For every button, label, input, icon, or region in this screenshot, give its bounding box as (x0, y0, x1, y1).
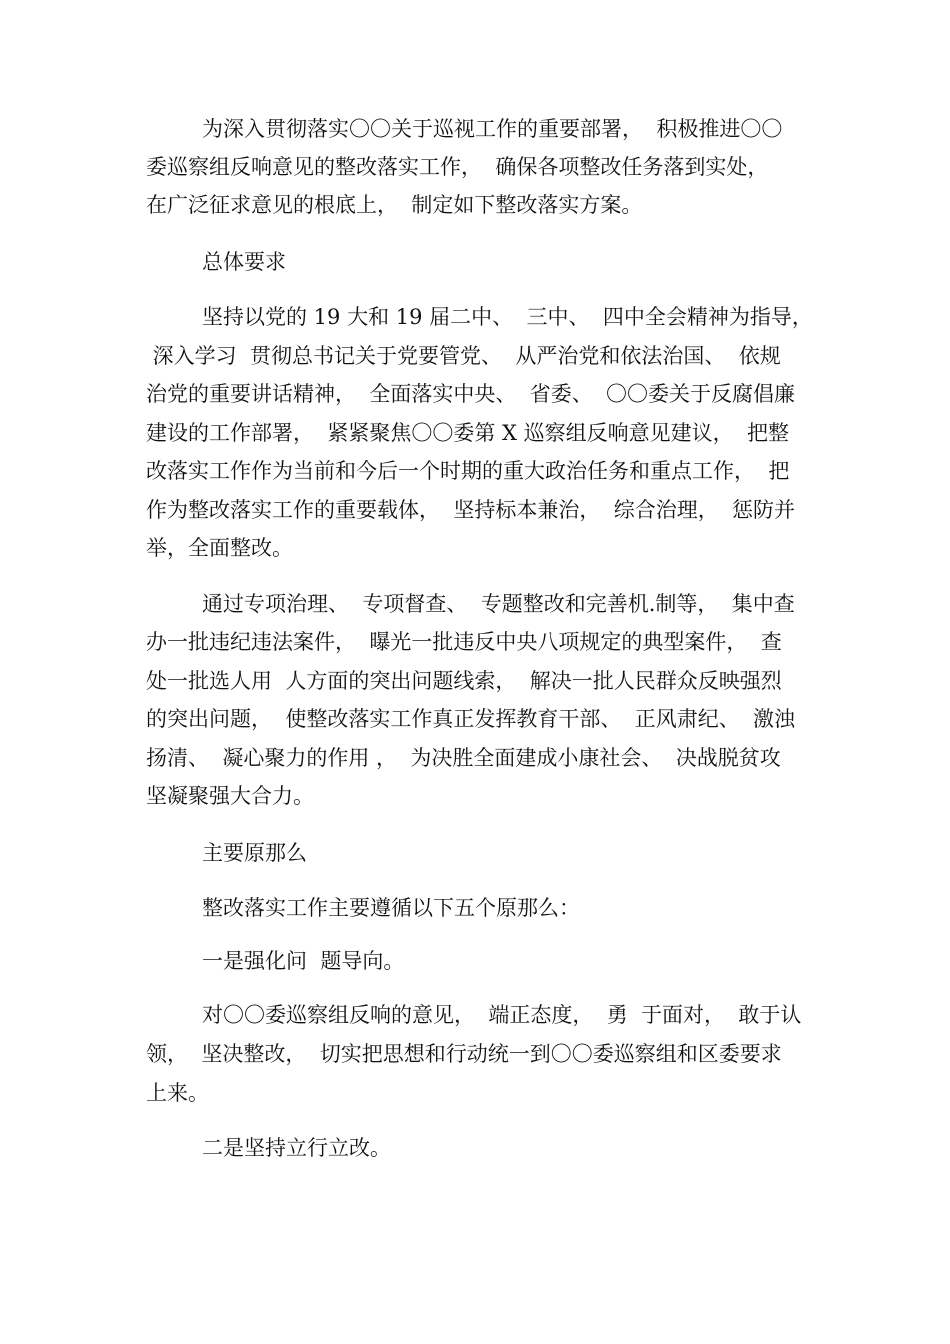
principle-1-line-3: 上来。 (146, 1081, 209, 1105)
measures-line-1: 通过专项治理、 专项督查、 专题整改和完善机.制等， 集中查 (202, 592, 795, 616)
overall-line-1: 坚持以党的 19 大和 19 届二中、 三中、 四中全会精神为指导， (202, 305, 813, 329)
overall-line-3: 治党的重要讲话精神， 全面落实中央、 省委、 〇〇委关于反腐倡廉 (146, 382, 796, 406)
measures-line-2: 办一批违纪违法案件， 曝光一批违反中央八项规定的典型案件， 查 (146, 630, 782, 654)
overall-line-7: 举，全面整改。 (146, 536, 293, 560)
heading-overall-requirements: 总体要求 (202, 250, 286, 274)
overall-line-2: 深入学习 贯彻总书记关于党要管党、 从严治党和依法治国、 依规 (146, 344, 781, 368)
intro-line-2: 委巡察组反响意见的整改落实工作， 确保各项整改任务落到实处， (146, 155, 769, 179)
overall-line-6: 作为整改落实工作的重要载体， 坚持标本兼治， 综合治理， 惩防并 (146, 498, 796, 522)
measures-line-5: 扬清、 凝心聚力的作用 ， 为决胜全面建成小康社会、 决战脱贫攻 (146, 746, 781, 770)
measures-line-4: 的突出问题， 使整改落实工作真正发挥教育干部、 正风肃纪、 激浊 (146, 707, 796, 731)
principle-1-line-1: 对〇〇委巡察组反响的意见， 端正态度， 勇 于面对， 敢于认 (202, 1003, 802, 1027)
measures-line-3: 处一批选人用 人方面的突出问题线索， 解决一批人民群众反映强烈 (146, 669, 782, 693)
intro-line-1: 为深入贯彻落实〇〇关于巡视工作的重要部署， 积极推进〇〇 (202, 117, 783, 141)
intro-line-3: 在广泛征求意见的根底上， 制定如下整改落实方案。 (146, 193, 643, 217)
overall-line-4: 建设的工作部署， 紧紧聚焦〇〇委第 X 巡察组反响意见建议， 把整 (146, 421, 789, 445)
principle-2-title: 二是坚持立行立改。 (202, 1136, 391, 1160)
measures-line-6: 坚凝聚强大合力。 (146, 784, 314, 808)
principles-intro: 整改落实工作主要遵循以下五个原那么： (202, 896, 580, 920)
principle-1-title: 一是强化问 题导向。 (202, 949, 405, 973)
principle-1-line-2: 领， 坚决整改， 切实把思想和行动统一到〇〇委巡察组和区委要求 (146, 1042, 782, 1066)
overall-line-5: 改落实工作作为当前和今后一个时期的重大政治任务和重点工作， 把 (146, 459, 790, 483)
heading-main-principles: 主要原那么 (202, 841, 307, 865)
